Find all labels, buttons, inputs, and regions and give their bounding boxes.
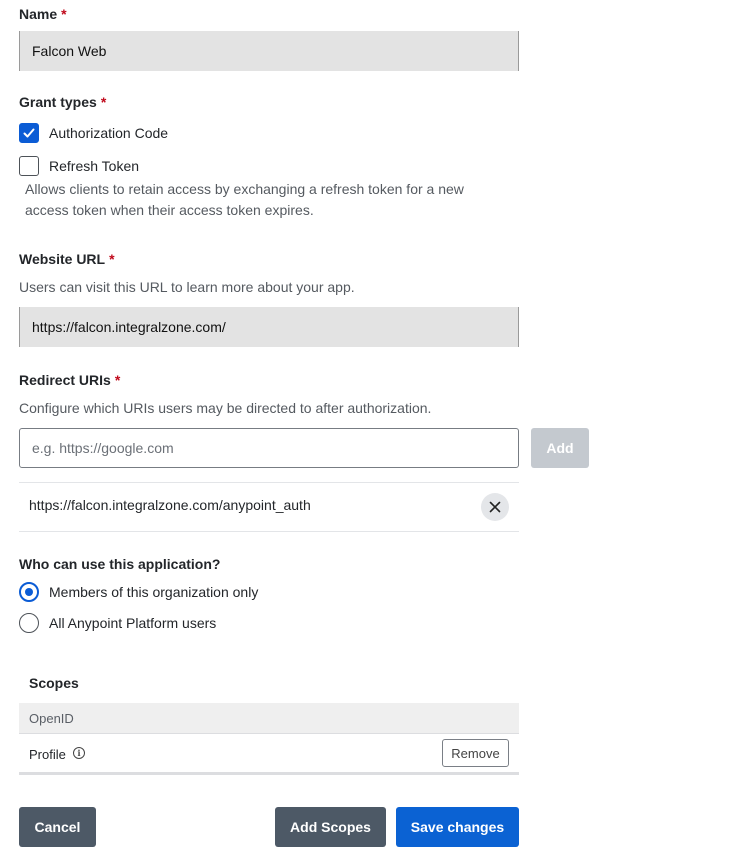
name-value: Falcon Web (32, 43, 107, 59)
info-icon[interactable]: i (73, 747, 85, 759)
redirect-uri-placeholder: e.g. https://google.com (32, 440, 174, 456)
website-url-help: Users can visit this URL to learn more about your app. (19, 279, 355, 295)
refresh-token-help: Allows clients to retain access by exchanging a refresh token for a new access token when their access token expires. (25, 181, 464, 218)
close-icon (489, 501, 501, 513)
name-field[interactable] (19, 31, 519, 71)
all-users-label: All Anypoint Platform users (49, 615, 217, 631)
cancel-button[interactable]: Cancel (19, 807, 96, 847)
remove-redirect-uri-button[interactable] (481, 493, 509, 521)
scope-name: Profile (29, 747, 66, 762)
remove-scope-button[interactable]: Remove (442, 739, 509, 767)
redirect-uri-item: https://falcon.integralzone.com/anypoint_auth (29, 497, 311, 513)
refresh-token-checkbox[interactable] (19, 156, 39, 176)
redirect-uri-input[interactable] (19, 428, 519, 468)
refresh-token-label: Refresh Token (49, 158, 140, 174)
members-only-radio[interactable] (19, 582, 39, 602)
scope-row-profile (19, 734, 519, 775)
website-url-label: Website URL * (19, 251, 115, 267)
authorization-code-checkbox[interactable] (19, 123, 39, 143)
website-url-value: https://falcon.integralzone.com/ (32, 319, 226, 335)
authorization-code-label: Authorization Code (49, 125, 169, 141)
scopes-title: Scopes (29, 675, 79, 691)
scope-name: OpenID (29, 711, 74, 726)
all-users-radio[interactable] (19, 613, 39, 633)
required-marker: * (100, 94, 107, 110)
required-marker: * (109, 251, 115, 267)
name-label: Name * (19, 6, 67, 22)
save-changes-button[interactable]: Save changes (396, 807, 519, 847)
audience-label: Who can use this application? (19, 556, 221, 572)
required-marker: * (61, 6, 67, 22)
checkmark-icon (22, 126, 36, 140)
divider (19, 482, 519, 483)
required-marker: * (114, 372, 121, 388)
website-url-field[interactable] (19, 307, 519, 347)
divider (19, 531, 519, 532)
grant-types-label: Grant types * (19, 94, 107, 110)
members-only-label: Members of this organization only (49, 584, 259, 600)
scope-row-openid (19, 703, 519, 734)
redirect-uris-label: Redirect URIs * (19, 372, 121, 388)
add-redirect-uri-button[interactable]: Add (531, 428, 589, 468)
add-scopes-button[interactable]: Add Scopes (275, 807, 386, 847)
redirect-uris-help: Configure which URIs users may be directed to after authorization. (19, 400, 432, 416)
